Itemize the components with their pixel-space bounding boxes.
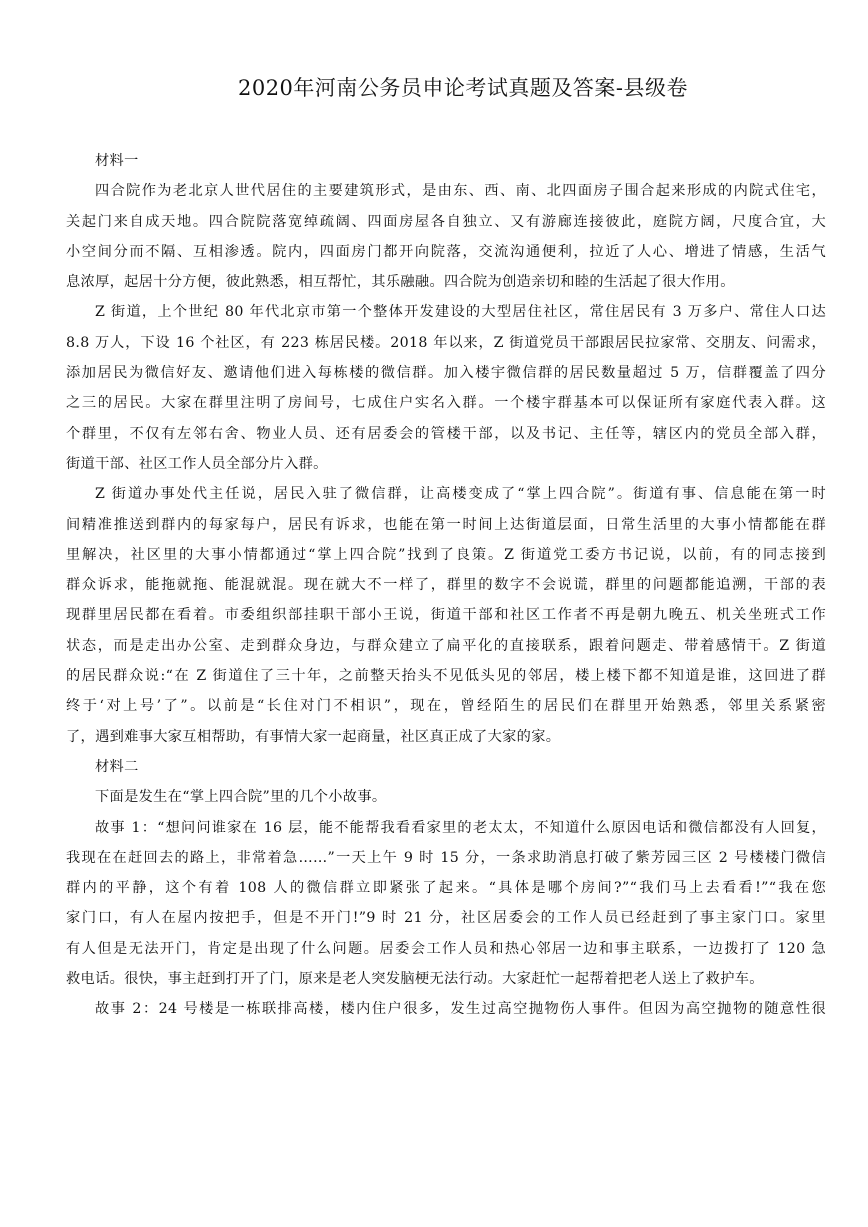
text-line: 材料二 (95, 758, 139, 775)
text-line: 状态，而是走出办公室、走到群众身边，与群众建立了扁平化的直接联系，跟着问题走、带着感情干。Z 街道 (66, 637, 826, 654)
text-line: 息浓厚，起居十分方便，彼此熟悉，相互帮忙，其乐融融。四合院为创造亲切和睦的生活起了很大作用。 (66, 274, 735, 291)
text-line: 现群里居民都在看着。市委组织部挂职干部小王说，街道干部和社区工作者不再是朝九晚五、机关坐班式工作 (66, 607, 826, 624)
text-line: 的居民群众说:“在 Z 街道住了三十年，之前整天抬头不见低头见的邻居，楼上楼下都不知道是谁，这回进了群 (66, 668, 826, 685)
text-line: 之三的居民。大家在群里注明了房间号，七成住户实名入群。一个楼宇群基本可以保证所有家庭代表入群。这 (66, 395, 826, 412)
text-line: 故事 1：“想问问谁家在 16 层，能不能帮我看看家里的老太太，不知道什么原因电话和微信都没有人回复， (95, 819, 826, 836)
text-line: 救电话。很快，事主赶到打开了门，原来是老人突发脑梗无法行动。大家赶忙一起帮着把老人送上了救护车。 (66, 971, 764, 988)
text-line: Z 街道办事处代主任说，居民入驻了微信群，让高楼变成了“掌上四合院”。街道有事、信息能在第一时 (95, 486, 826, 503)
text-line: 终于‘对上号’了”。以前是“长住对门不相识”，现在，曾经陌生的居民们在群里开始熟悉，邻里关系紧密 (66, 698, 826, 715)
document-title: 2020年河南公务员申论考试真题及答案-县级卷 (237, 76, 689, 100)
text-line: 了，遇到难事大家互相帮助，有事情大家一起商量，社区真正成了大家的家。 (66, 728, 561, 745)
text-line: 群内的平静，这个有着 108 人的微信群立即紧张了起来。“具体是哪个房间?”“我们马上去看看!”“我在您 (66, 880, 826, 897)
text-line: 有人但是无法开门，肯定是出现了什么问题。居委会工作人员和热心邻居一边和事主联系，一边拨打了 120 急 (66, 940, 826, 957)
text-line: 里解决，社区里的大事小情都通过“掌上四合院”找到了良策。Z 街道党工委方书记说，以前，有的同志接到 (66, 546, 826, 563)
text-line: 材料一 (95, 153, 139, 169)
text-line: 小空间分而不隔、互相渗透。院内，四面房门都开向院落，交流沟通便利，拉近了人心、增进了情感，生活气 (66, 243, 826, 260)
text-line: 四合院作为老北京人世代居住的主要建筑形式，是由东、西、南、北四面房子围合起来形成的内院式住宅， (95, 183, 826, 200)
text-line: 8.8 万人，下设 16 个社区，有 223 栋居民楼。2018 年以来，Z 街道党员干部跟居民拉家常、交朋友、问需求， (66, 334, 826, 351)
text-line: 添加居民为微信好友、邀请他们进入每栋楼的微信群。加入楼宇微信群的居民数量超过 5 万，信群覆盖了四分 (66, 365, 826, 382)
text-line: 街道干部、社区工作人员全部分片入群。 (66, 455, 328, 472)
text-line: 故事 2：24 号楼是一栋联排高楼，楼内住户很多，发生过高空抛物伤人事件。但因为高空抛物的随意性很 (95, 1001, 826, 1018)
text-line: 个群里，不仅有左邻右舍、物业人员、还有居委会的管楼干部，以及书记、主任等，辖区内的党员全部入群， (66, 425, 826, 442)
text-line: 关起门来自成天地。四合院院落宽绰疏阔、四面房屋各自独立、又有游廊连接彼此，庭院方阔，尺度合宜，大 (66, 213, 826, 230)
text-line: 我现在在赶回去的路上，非常着急……”一天上午 9 时 15 分，一条求助消息打破了紫芳园三区 2 号楼楼门微信 (66, 849, 826, 866)
text-line: Z 街道，上个世纪 80 年代北京市第一个整体开发建设的大型居住社区，常住居民有 3 万多户、常住人口达 (95, 304, 826, 321)
text-line: 间精准推送到群内的每家每户，居民有诉求，也能在第一时间上达街道层面，日常生活里的大事小情都能在群 (66, 516, 826, 533)
text-line: 家门口，有人在屋内按把手，但是不开门!”9 时 21 分，社区居委会的工作人员已经赶到了事主家门口。家里 (66, 910, 826, 927)
text-line: 群众诉求，能拖就拖、能混就混。现在就大不一样了，群里的数字不会说谎，群里的问题都能追溯，干部的表 (66, 577, 826, 594)
text-line: 下面是发生在“掌上四合院”里的几个小故事。 (95, 789, 387, 806)
document-body (66, 146, 826, 1025)
